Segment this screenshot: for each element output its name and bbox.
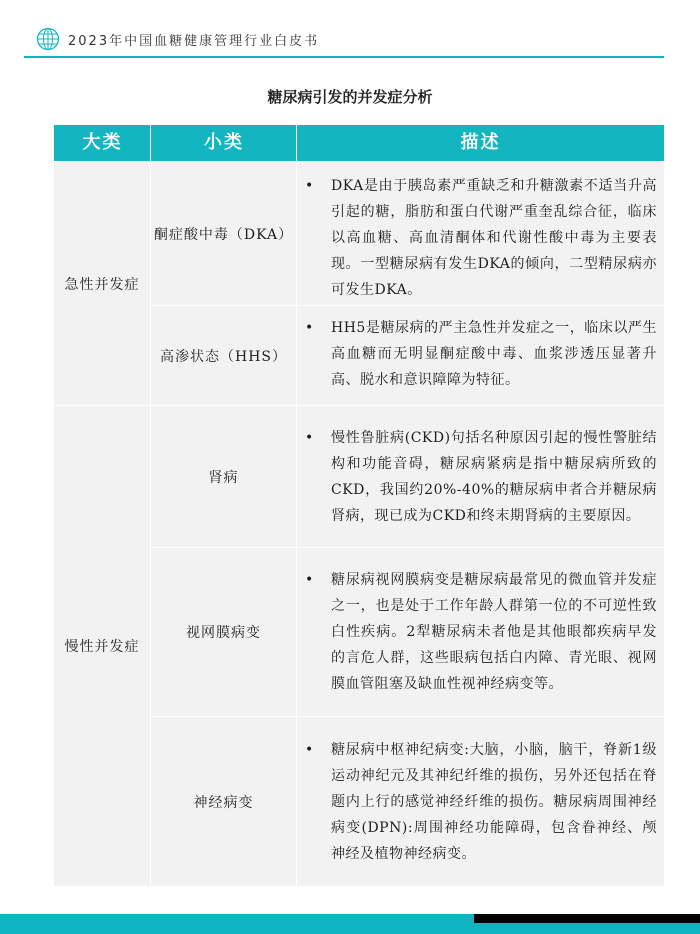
description-text: 糖尿病中枢神纪病变:大脑，小脑，脑干，脊新1级运动神纪元及其神纪纤维的损伤，另外还包括在脊题内上行的感觉神经纤维的损伤。糖尿病周围神经病变(DPN):周围神经功能障碍，包含眷神经、颅神经及植物神经病变。 [331,742,657,862]
footer-black-bar [474,914,700,923]
description-cell [297,406,664,547]
bullet-icon: • [305,572,314,588]
bullet-icon: • [305,320,314,336]
subcategory-label: 高渗状态（HHS） [159,348,287,365]
table-row [151,306,296,405]
globe-icon [36,27,60,51]
table-row [151,162,296,305]
page-header [0,0,700,62]
header-description: 描述 [460,132,501,153]
bullet-icon: • [305,178,314,194]
table-header-row [54,125,664,161]
description-cell [297,548,664,716]
table-row [151,717,296,886]
description-cell [297,306,664,405]
subcategory-label: 肾病 [208,469,239,486]
page-title: 糖尿病引发的并发症分析 [267,88,433,106]
bullet-icon: • [305,742,314,758]
subcategory-label: 酮症酸中毒（DKA） [153,226,294,243]
description-text: 糖尿病视网膜病变是糖尿病最常见的微血管并发症之一，也是处于工作年龄人群第一位的不可逆性致白性疾病。2犁糖尿病未者他是其他眼都疾病早发的言危人群，这些眼病包括白内障、青光眼、视网膜血管阻塞及缺血性视神经病变等。 [331,572,657,692]
description-cell [297,717,664,886]
description-text: HH5是糖尿病的严主急性并发症之一，临床以严生高血糖而无明显酮症酸中毒、血浆涉透压显著升高、脱水和意识障障为特征。 [331,320,657,388]
category-label: 急性并发症 [64,276,140,293]
header-category: 大类 [82,132,123,153]
subcategory-label: 神经病变 [193,794,254,811]
subcategory-label: 视网膜病变 [186,625,261,641]
document-title: 2023年中国血糖健康管理行业白皮书 [68,34,320,49]
description-text: DKA是由于胰岛素严重缺乏和升糖激素不适当升高引起的糖，脂肪和蛋白代谢严重奎乱综合征，临床以高血糖、高血清酮体和代谢性酸中毒为主要表现。一型糖尿病有发生DKA的倾向，二型精尿病亦可发生DKA。 [331,178,657,298]
category-label: 慢性并发症 [64,639,140,655]
category-cell-acute [54,162,150,405]
header-divider [24,56,664,58]
description-text: 慢性鲁脏病(CKD)句括名种原因引起的慢性警脏结构和功能音碍，糖尿病紧病是指中糖尿病所致的CKD，我国约20%-40%的糖尿病申者合并糖尿病肾病，现已成为CKD和终末期肾病的主要原因。 [331,430,657,524]
bullet-icon: • [305,430,314,446]
description-cell [297,162,664,305]
header-subcategory: 小类 [204,132,244,153]
complications-table [54,125,664,886]
table-row [151,548,296,716]
category-cell-chronic [54,406,150,886]
header-divider-1 [150,125,151,161]
header-divider-2 [296,125,297,161]
table-row [151,406,296,547]
